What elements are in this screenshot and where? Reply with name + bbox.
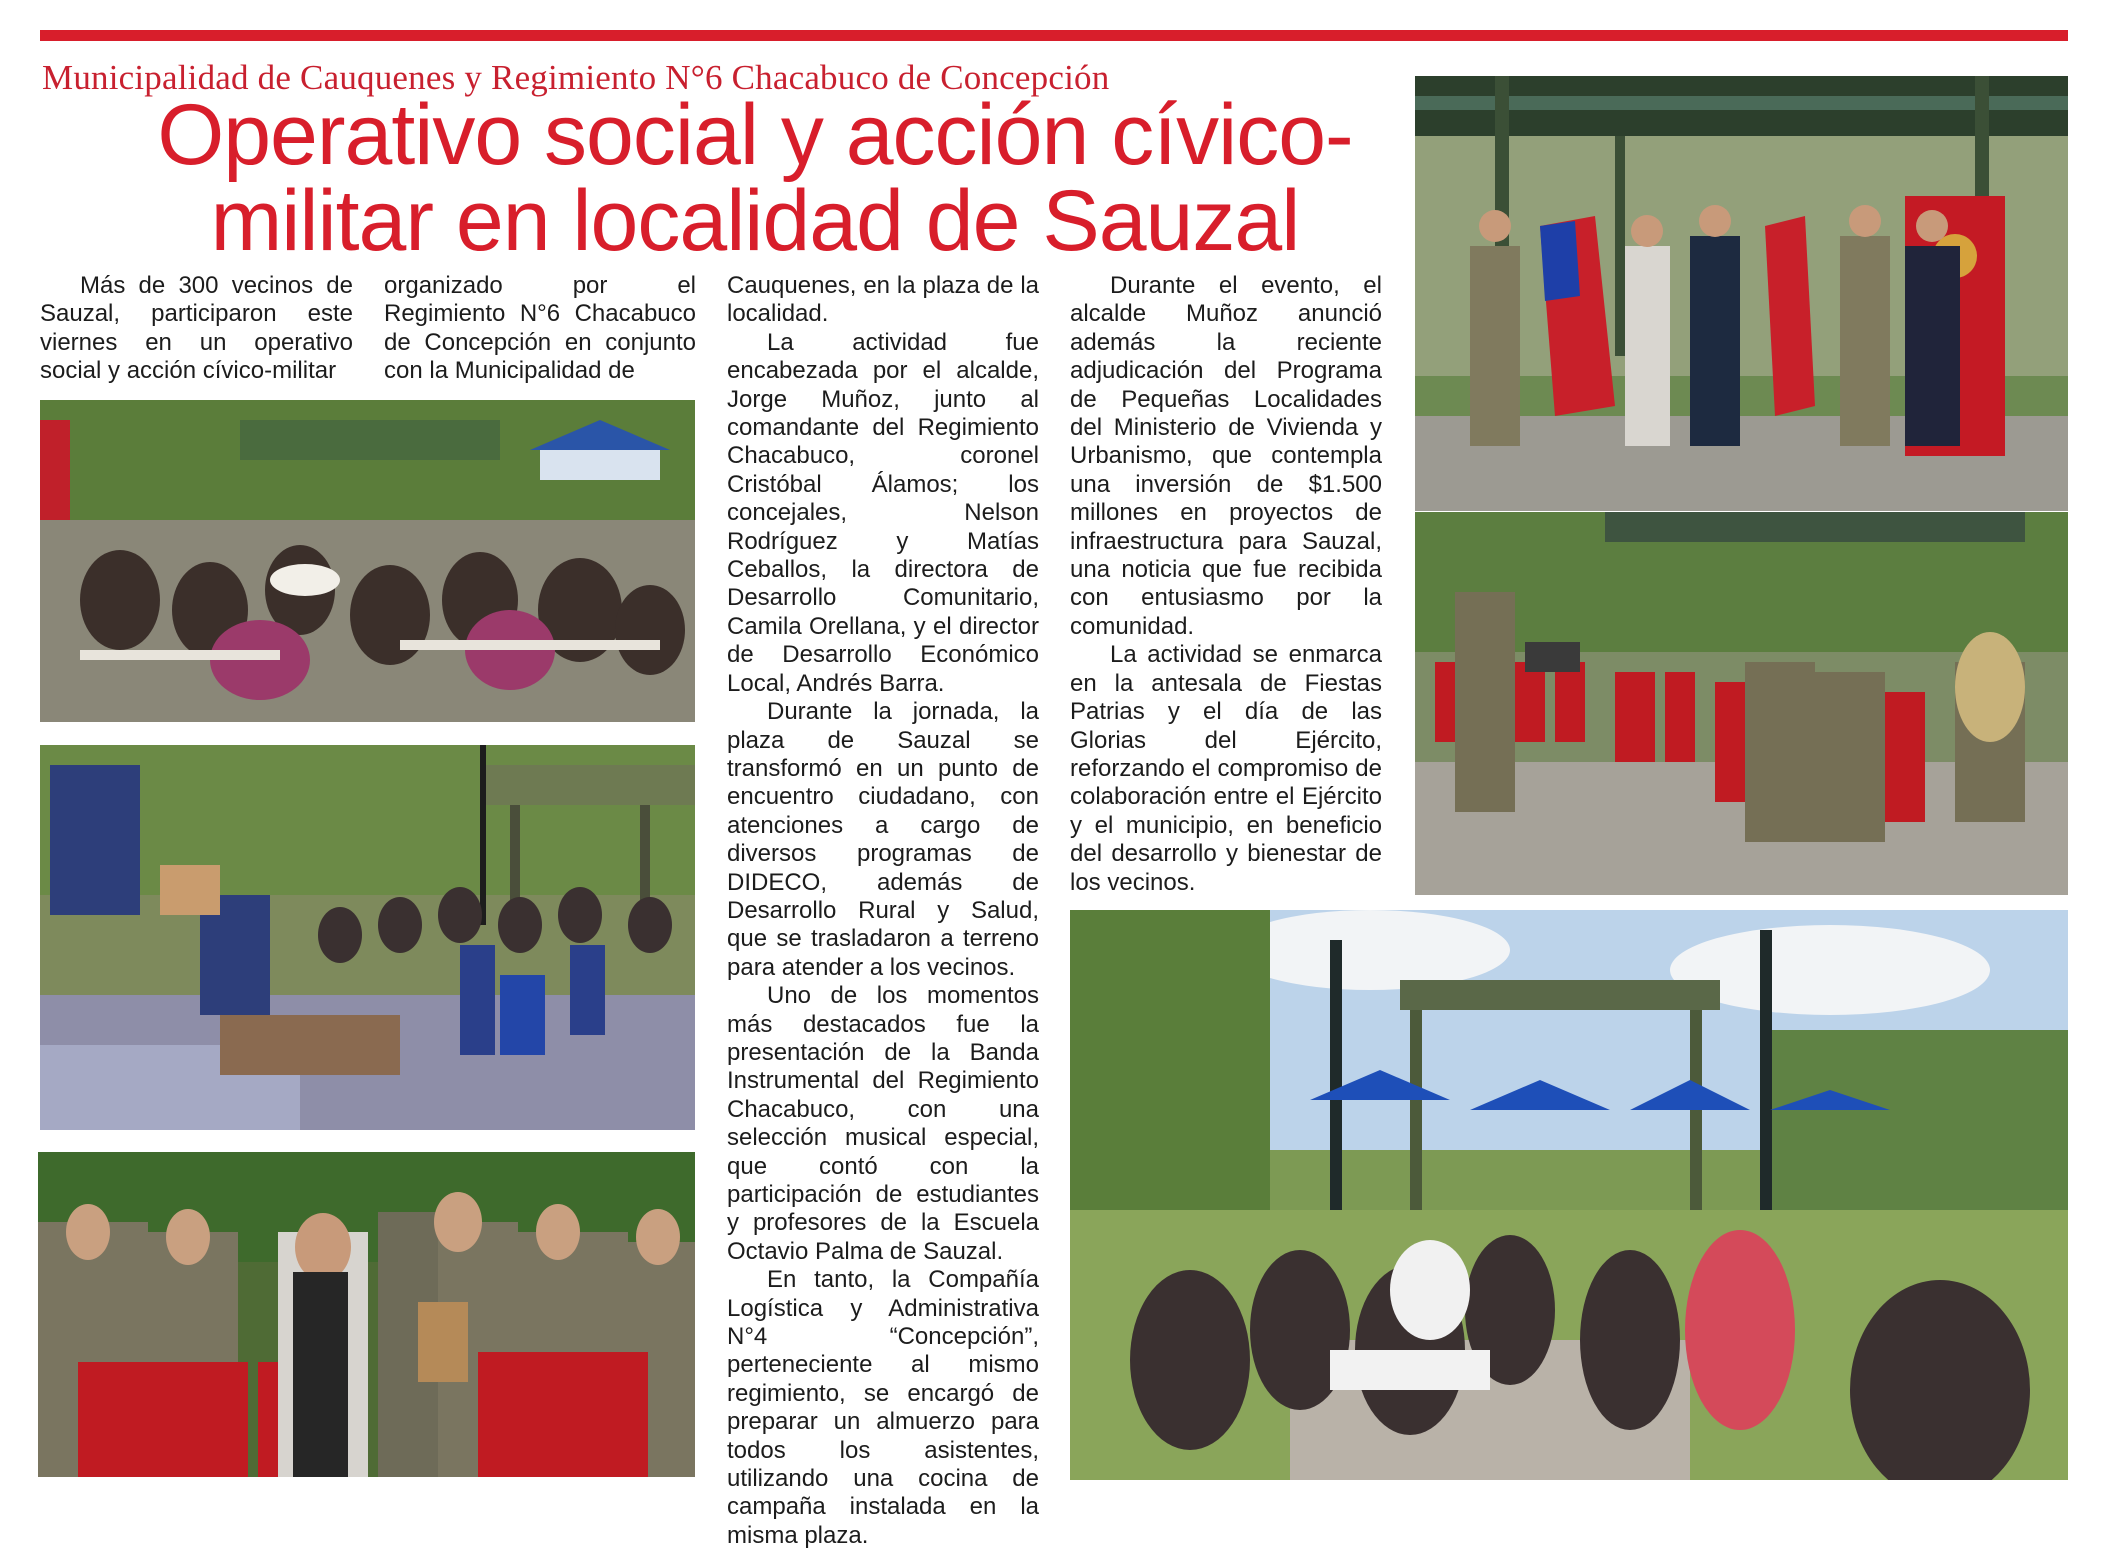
photo-plaza-wide-image [1070, 910, 2068, 1480]
paragraph: La actividad se enmarca en la antesala de Fiestas Patrias y el día de las Glorias del Ejército, reforzando el compromiso de colaboración entre el Ejército y el municipio, en beneficio del desarrollo y bienestar de los vecinos. [1070, 641, 1382, 896]
text-column-4 [1070, 272, 1382, 897]
article-headline [60, 87, 1450, 269]
top-rule [40, 30, 2068, 41]
paragraph: Uno de los momentos más destacados fue la presentación de la Banda Instrumental del Regimiento Chacabuco, con una selección musical especial, que contó con la participación de estudiantes y profesores de la Escuela Octavio Palma de Sauzal. [727, 982, 1039, 1265]
paragraph: Cauquenes, en la plaza de la localidad. [727, 272, 1039, 328]
photo-soldiers-banners [38, 1152, 695, 1477]
photo-lunch-crowd [40, 400, 695, 722]
text-column-2 [384, 272, 696, 386]
photo-military-band [1415, 512, 2068, 895]
photo-lunch-crowd-image [40, 400, 695, 722]
paragraph: En tanto, la Compañía Logística y Administrativa N°4 “Concepción”, perteneciente al mismo regimiento, se encargó de preparar un almuerzo para todos los asistentes, utilizando una cocina de campaña instalada en la misma plaza. [727, 1266, 1039, 1549]
headline-line-1: Operativo social y acción cívico- [157, 87, 1353, 183]
headline-line-2: militar en localidad de Sauzal [210, 173, 1300, 269]
paragraph: La actividad fue encabezada por el alcalde, Jorge Muñoz, junto al comandante del Regimiento Chacabuco, coronel Cristóbal Álamos; los concejales, Nelson Rodríguez y Matías Ceballos, la directora de Desarrollo Comunitario, Camila Orellana, y el director de Desarrollo Económico Local, Andrés Barra. [727, 328, 1039, 697]
paragraph: Más de 300 vecinos de Sauzal, participaron este viernes en un operativo social y acción cívico-militar [40, 272, 353, 385]
article-kicker: Municipalidad de Cauquenes y Regimiento N°6 Chacabuco de Concepción [42, 58, 1110, 97]
photo-military-band-image [1415, 512, 2068, 895]
text-column-1 [40, 272, 353, 386]
paragraph: Durante la jornada, la plaza de Sauzal se transformó en un punto de encuentro ciudadano, con atenciones a cargo de diversos programas de DIDECO, además de Desarrollo Rural y Salud, que se trasladaron a terreno para atender a los vecinos. [727, 698, 1039, 981]
photo-soldiers-banners-image [38, 1152, 695, 1477]
paragraph: organizado por el Regimiento N°6 Chacabuco de Concepción en conjunto con la Municipalidad de [384, 272, 696, 385]
photo-plaza-attention-image [40, 745, 695, 1130]
photo-authorities-flags [1415, 76, 2068, 511]
photo-authorities-flags-image [1415, 76, 2068, 511]
photo-plaza-attention [40, 745, 695, 1130]
text-column-3 [727, 272, 1039, 1550]
photo-plaza-wide [1070, 910, 2068, 1480]
paragraph: Durante el evento, el alcalde Muñoz anunció además la reciente adjudicación del Programa de Pequeñas Localidades del Ministerio de Vivienda y Urbanismo, que contempla una inversión de $1.500 millones en proyectos de infraestructura para Sauzal, una noticia que fue recibida con entusiasmo por la comunidad. [1070, 272, 1382, 640]
